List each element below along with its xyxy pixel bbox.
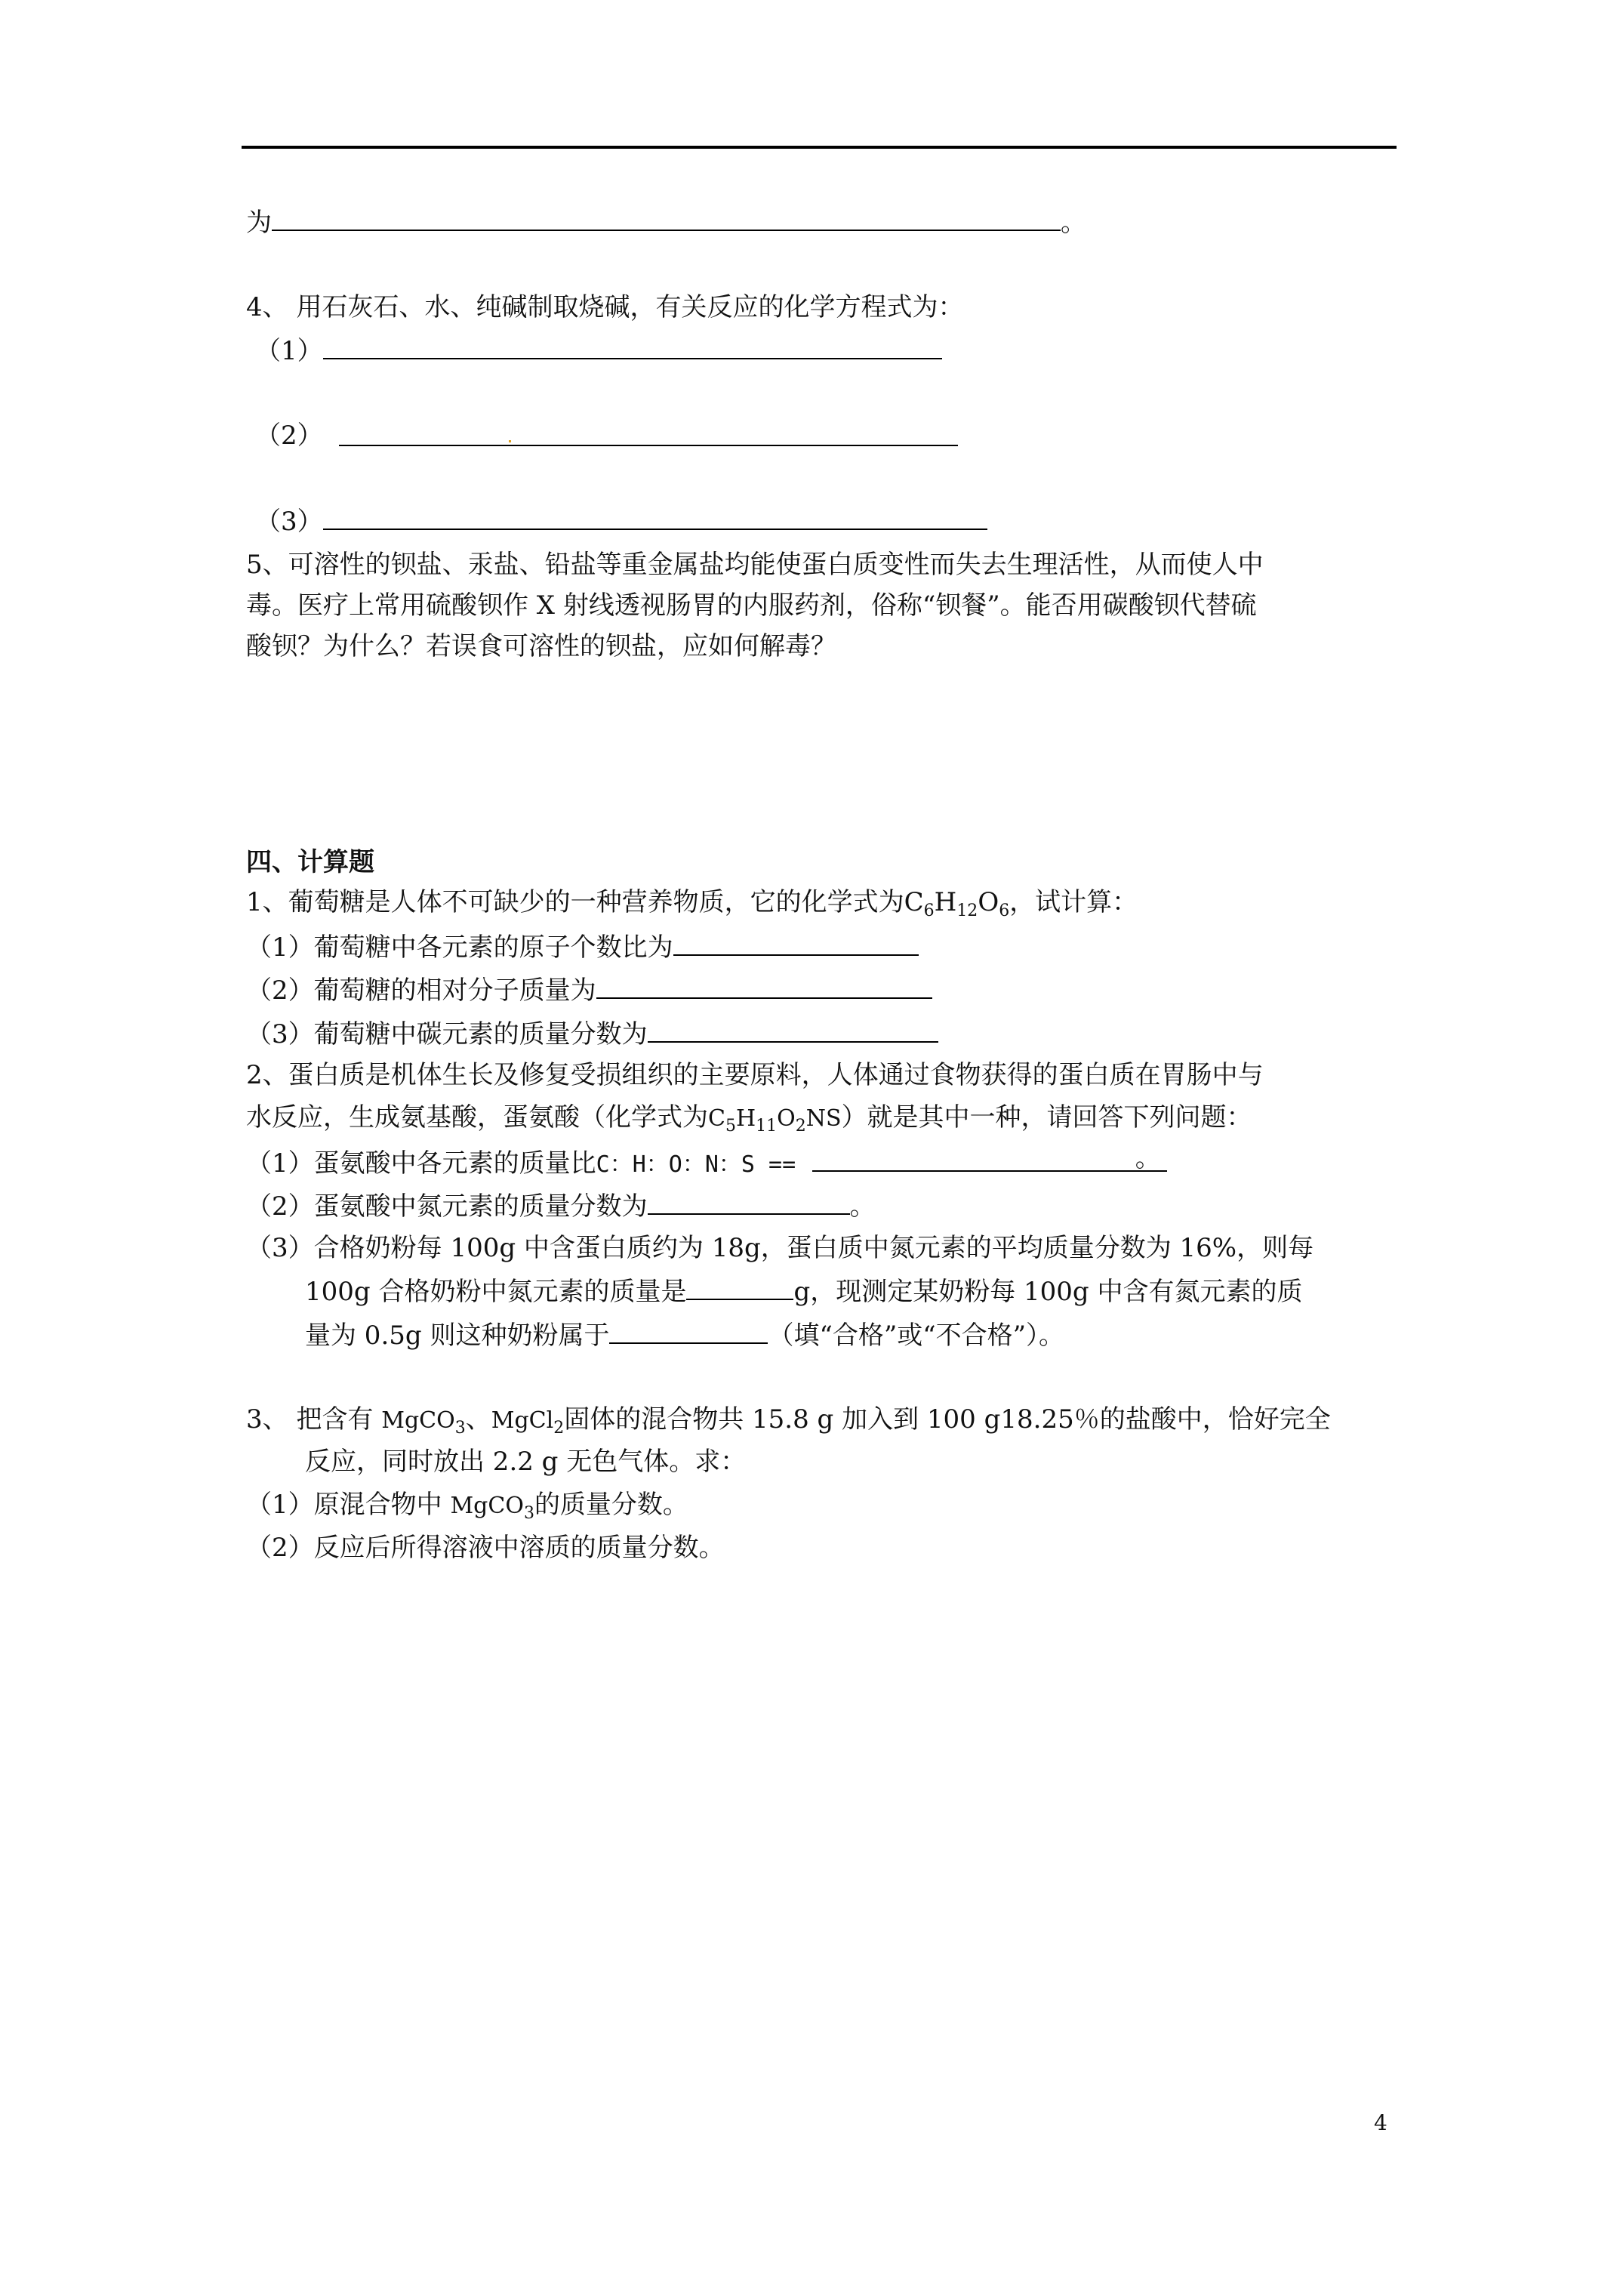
page-number: 4 <box>1374 2110 1387 2135</box>
answer-blank <box>648 1189 850 1215</box>
calc1-prompt: 1、葡萄糖是人体不可缺少的一种营养物质，它的化学式为$C_6H_{12}O_6$，试计算： <box>246 887 1138 920</box>
answer-blank: 。 <box>812 1146 1167 1172</box>
section-heading: 四、计算题 <box>246 847 374 877</box>
calc1-sub2: （2）葡萄糖的相对分子质量为 <box>246 973 932 1006</box>
q5-line3: 酸钡？为什么？若误食可溶性的钡盐，应如何解毒？ <box>246 631 836 661</box>
calc1-sub3: （3）葡萄糖中碳元素的质量分数为 <box>246 1017 938 1049</box>
mgco3-formula: MgCO$_3$ <box>381 1407 466 1438</box>
answer-blank <box>323 504 987 530</box>
calc3-line1: 3、 把含有 MgCO$_3$、MgCl$_2$固体的混合物共 15.8 g 加入到 100 g18.25％的盐酸中，恰好完全 <box>246 1404 1331 1438</box>
calc3-line2: 反应，同时放出 2.2 g 无色气体。求： <box>305 1447 747 1477</box>
answer-blank <box>648 1017 938 1043</box>
calc2-line1: 2、蛋白质是机体生长及修复受损组织的主要原料，人体通过食物获得的蛋白质在胃肠中与 <box>246 1060 1264 1090</box>
stray-dot <box>509 440 511 442</box>
header-rule <box>242 146 1397 149</box>
calc2-sub3-line1: （3）合格奶粉每 100g 中含蛋白质约为 18g，蛋白质中氮元素的平均质量分数为 16%，则每 <box>246 1233 1314 1263</box>
calc2-sub3-line2: 100g 合格奶粉中氮元素的质量是 g，现测定某奶粉每 100g 中含有氮元素的质 <box>305 1274 1303 1307</box>
answer-blank <box>609 1318 768 1344</box>
answer-blank <box>323 334 942 359</box>
q4-sub3: （3） <box>255 504 987 537</box>
answer-blank <box>339 421 958 446</box>
mgco3-formula: MgCO$_3$ <box>450 1493 534 1523</box>
answer-blank <box>272 205 1061 231</box>
calc2-sub1: （1）蛋氨酸中各元素的质量比C：H：O：N：S == 。 <box>246 1146 1167 1180</box>
methionine-formula: $C_5H_{11}O_2NS$ <box>708 1105 842 1136</box>
mgcl2-formula: MgCl$_2$ <box>491 1407 565 1438</box>
calc2-sub3-line3: 量为 0.5g 则这种奶粉属于 （填“合格”或“不合格”）。 <box>305 1318 1064 1351</box>
calc3-sub1: （1）原混合物中 MgCO$_3$的质量分数。 <box>246 1490 688 1523</box>
q5-line2: 毒。医疗上常用硫酸钡作 X 射线透视肠胃的内服药剂，俗称“钡餐”。能否用碳酸钡代替硫 <box>246 590 1257 621</box>
calc2-sub2: （2）蛋氨酸中氮元素的质量分数为 。 <box>246 1189 876 1222</box>
q4-sub1: （1） <box>255 334 942 366</box>
calc1-sub1: （1）葡萄糖中各元素的原子个数比为 <box>246 930 919 963</box>
calc2-line2: 水反应，生成氨基酸，蛋氨酸（化学式为$C_5H_{11}O_2NS$）就是其中一种，请回答下列问题： <box>246 1102 1252 1136</box>
answer-blank <box>673 930 919 956</box>
answer-blank <box>686 1274 793 1300</box>
q5-line1: 5、可溶性的钡盐、汞盐、铅盐等重金属盐均能使蛋白质变性而失去生理活性，从而使人中 <box>246 550 1264 580</box>
q4-prompt: 4、 用石灰石、水、纯碱制取烧碱，有关反应的化学方程式为： <box>246 292 964 322</box>
q4-sub2: （2） <box>255 421 958 451</box>
glucose-formula: $C_6H_{12}O_6$ <box>904 887 1010 920</box>
answer-blank <box>596 973 932 999</box>
q3-continuation: 为 。 <box>246 205 1086 238</box>
calc3-sub2: （2）反应后所得溶液中溶质的质量分数。 <box>246 1533 725 1563</box>
